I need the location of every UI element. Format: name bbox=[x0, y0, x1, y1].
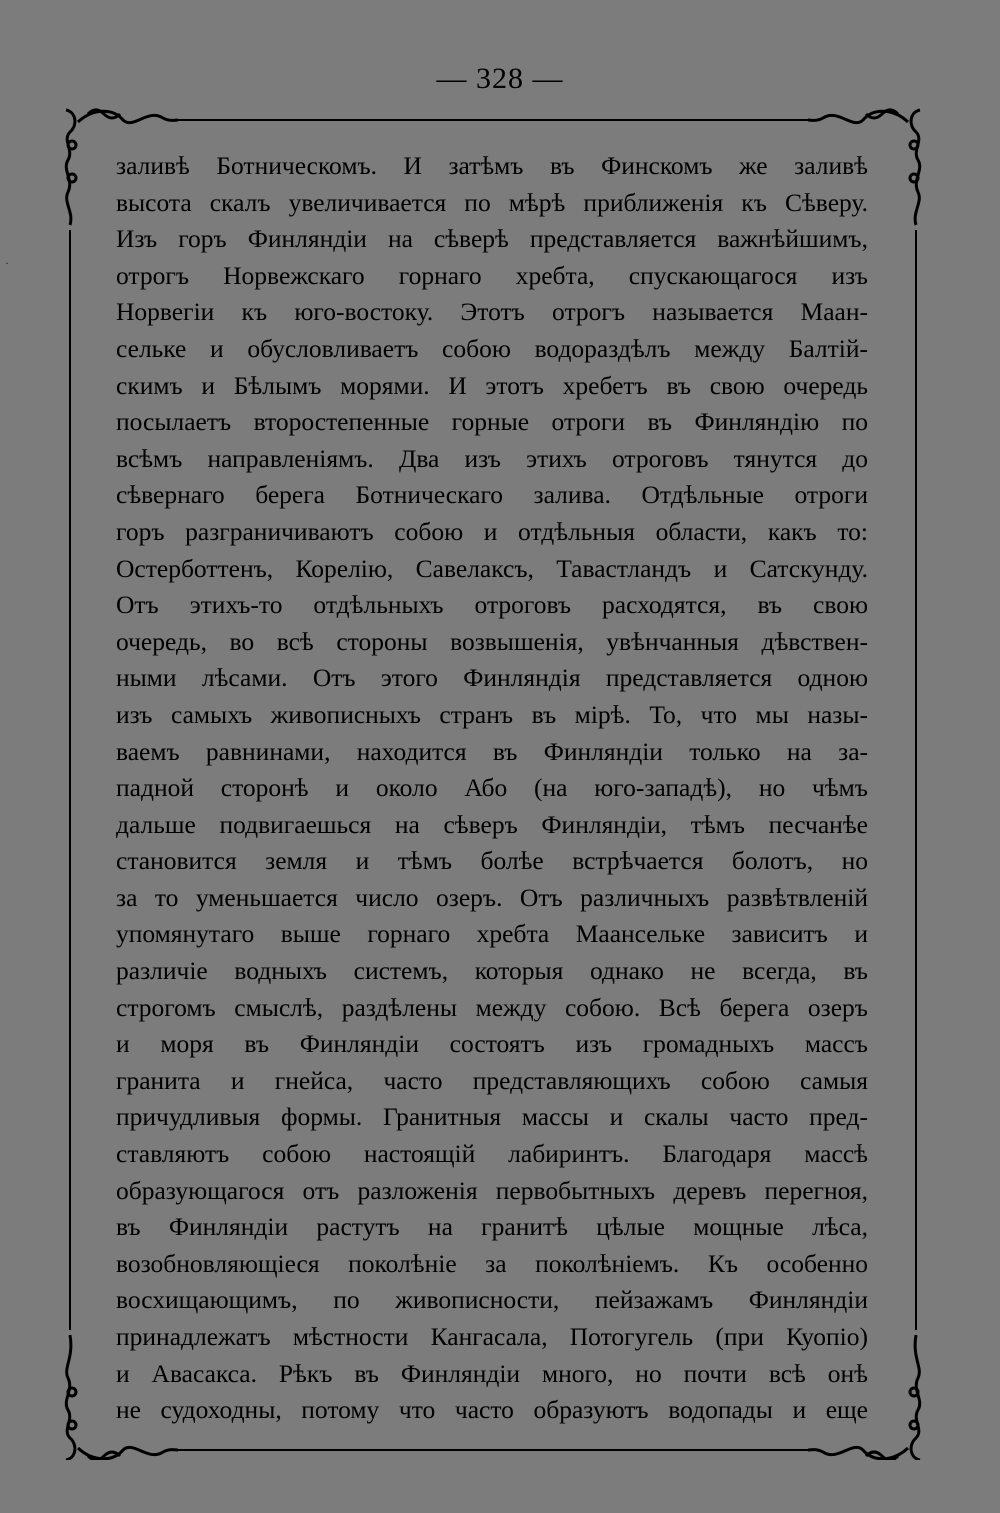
text-line: всѣмъ направленіямъ. Два изъ этихъ отроговъ тянутся до bbox=[116, 443, 868, 473]
text-line: причудливыя формы. Гранитныя массы и скалы часто пред- bbox=[116, 1102, 868, 1132]
text-line: упомянутаго выше горнаго хребта Маансельке зависитъ и bbox=[116, 919, 868, 949]
text-line: отрогъ Норвежскаго горнаго хребта, спускающагося изъ bbox=[116, 260, 868, 290]
text-line: ставляютъ собою настоящій лабиринтъ. Благодаря массѣ bbox=[116, 1139, 868, 1169]
text-line: горъ разграничиваютъ собою и отдѣльныя области, какъ то: bbox=[116, 516, 868, 546]
text-line: образующагося отъ разложенія первобытныхъ деревъ перегноя, bbox=[116, 1175, 868, 1205]
text-line: не судоходны, потому что часто образуютъ водопады и еще bbox=[116, 1395, 868, 1425]
text-line: ваемъ равнинами, находится въ Финляндіи только на за- bbox=[116, 736, 868, 766]
text-line: строгомъ смыслѣ, раздѣлены между собою. Всѣ берега озеръ bbox=[116, 992, 868, 1022]
text-line: посылаетъ второстепенные горные отроги въ Финляндію по bbox=[116, 407, 868, 437]
text-line: очередь, во всѣ стороны возвышенія, увѣнчанныя дѣвствен- bbox=[116, 626, 868, 656]
text-line: возобновляющіеся поколѣніе за поколѣніемъ. Къ особенно bbox=[116, 1248, 868, 1278]
text-line: ными лѣсами. Отъ этого Финляндія представляется одною bbox=[116, 663, 868, 693]
body-text bbox=[116, 148, 868, 1429]
text-line: Отъ этихъ-то отдѣльныхъ отроговъ расходятся, въ свою bbox=[116, 590, 868, 620]
text-line: Изъ горъ Финляндіи на сѣверѣ представляется важнѣйшимъ, bbox=[116, 224, 868, 254]
text-line: Остерботтенъ, Корелію, Савелаксъ, Тавастландъ и Сатскунду. bbox=[116, 553, 868, 583]
text-line: и моря въ Финляндіи состоятъ изъ громадныхъ массъ bbox=[116, 1029, 868, 1059]
text-line: принадлежатъ мѣстности Кангасала, Потогугель (при Куопіо) bbox=[116, 1322, 868, 1351]
text-line: скимъ и Бѣлымъ морями. И этотъ хребетъ въ свою очередь bbox=[116, 370, 868, 400]
text-line: становится земля и тѣмъ болѣе встрѣчается болотъ, но bbox=[116, 846, 868, 876]
text-line: и Авасакса. Рѣкъ въ Финляндіи много, но почти всѣ онѣ bbox=[116, 1358, 868, 1388]
text-line: сѣвернаго берега Ботническаго залива. Отдѣльные отроги bbox=[116, 480, 868, 510]
text-line: за то уменьшается число озеръ. Отъ различныхъ развѣтвленій bbox=[116, 882, 868, 912]
text-line: восхищающимъ, по живописности, пейзажамъ Финляндіи bbox=[116, 1285, 868, 1315]
text-line: Норвегіи къ юго-востоку. Этотъ отрогъ называется Маан- bbox=[116, 297, 868, 327]
text-line: различіе водныхъ системъ, которыя однако не всегда, въ bbox=[116, 956, 868, 986]
page-number: — 328 — bbox=[436, 62, 564, 95]
text-line: заливѣ Ботническомъ. И затѣмъ въ Финскомъ же заливѣ bbox=[116, 151, 868, 180]
text-line: сельке и обусловливаетъ собою водораздѣлъ между Балтій- bbox=[116, 333, 868, 363]
text-line: падной сторонѣ и около Або (на юго-западѣ), но чѣмъ bbox=[116, 773, 868, 803]
stray-mark: · bbox=[5, 256, 9, 270]
text-line: изъ самыхъ живописныхъ странъ въ мірѣ. То, что мы назы- bbox=[116, 699, 868, 729]
text-line: гранита и гнейса, часто представляющихъ собою самыя bbox=[116, 1065, 868, 1095]
text-line: въ Финляндіи растутъ на гранитѣ цѣлые мощные лѣса, bbox=[116, 1212, 868, 1242]
text-line: высота скалъ увеличивается по мѣрѣ приближенія къ Сѣверу. bbox=[116, 187, 868, 217]
text-line: дальше подвигаешься на сѣверъ Финляндіи, тѣмъ песчанѣе bbox=[116, 809, 868, 839]
